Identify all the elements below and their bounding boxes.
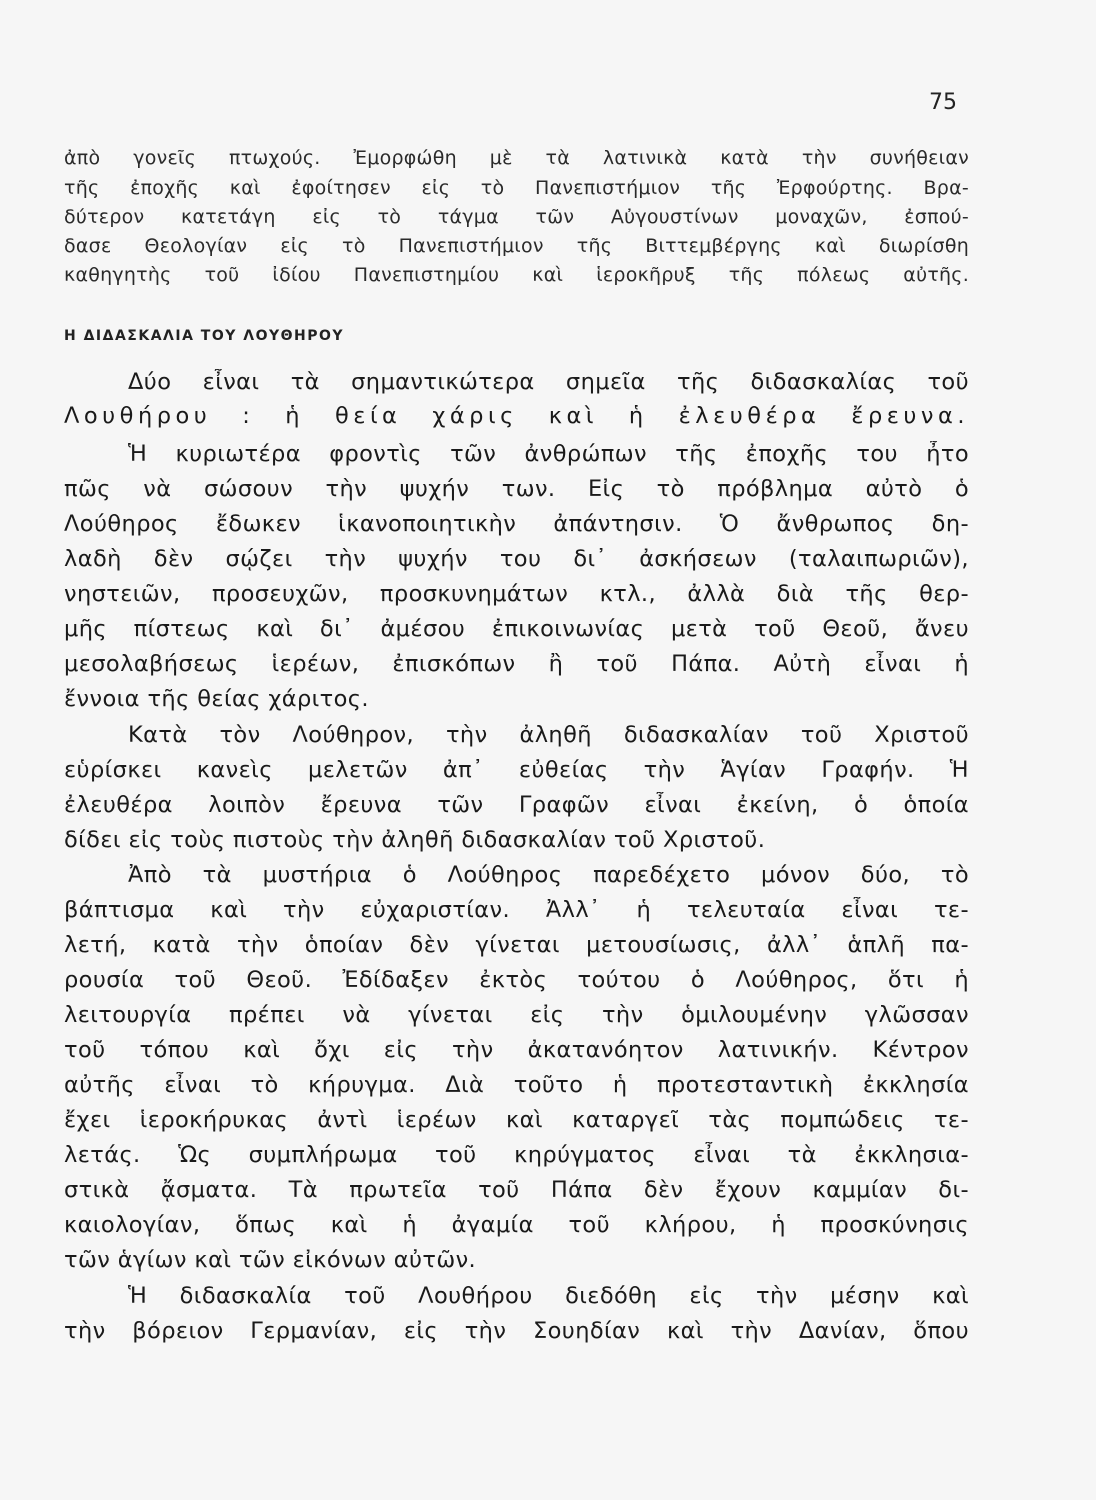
body-line: λετή, κατὰ τὴν ὁποίαν δὲν γίνεται μετουσίωσις, ἀλλ᾿ ἁπλῆ πα- bbox=[64, 932, 969, 958]
body-line: τῶν ἁγίων καὶ τῶν εἰκόνων αὐτῶν. bbox=[64, 1247, 477, 1273]
body-line: λετάς. Ὡς συμπλήρωμα τοῦ κηρύγματος εἶναι τὰ ἐκκλησια- bbox=[64, 1142, 969, 1168]
body-line: ἔννοια τῆς θείας χάριτος. bbox=[64, 686, 369, 712]
body-line: ἔχει ἱεροκήρυκας ἀντὶ ἱερέων καὶ καταργεῖ τὰς πομπώδεις τε- bbox=[64, 1107, 969, 1133]
body-line: Δύο εἶναι τὰ σημαντικώτερα σημεῖα τῆς διδασκαλίας τοῦ bbox=[128, 369, 969, 395]
intro-line: τῆς ἐποχῆς καὶ ἐφοίτησεν εἰς τὸ Πανεπιστήμιον τῆς Ἐρφούρτης. Βρα- bbox=[64, 177, 969, 199]
body-line: μῆς πίστεως καὶ δι᾿ ἀμέσου ἐπικοινωνίας μετὰ τοῦ Θεοῦ, ἄνευ bbox=[64, 616, 969, 642]
body-line: δίδει εἰς τοὺς πιστοὺς τὴν ἀληθῆ διδασκαλίαν τοῦ Χριστοῦ. bbox=[64, 827, 766, 853]
body-line: πῶς νὰ σώσουν τὴν ψυχήν των. Εἰς τὸ πρόβλημα αὐτὸ ὁ bbox=[64, 476, 969, 502]
intro-line: δύτερον κατετάγη εἰς τὸ τάγμα τῶν Αὐγουστίνων μοναχῶν, ἐσπού- bbox=[64, 206, 969, 228]
intro-line: δασε Θεολογίαν εἰς τὸ Πανεπιστήμιον τῆς Βιττεμβέργης καὶ διωρίσθη bbox=[64, 235, 969, 257]
body-line: Ἡ κυριωτέρα φροντὶς τῶν ἀνθρώπων τῆς ἐποχῆς του ἦτο bbox=[128, 441, 969, 467]
body-line: λειτουργία πρέπει νὰ γίνεται εἰς τὴν ὁμιλουμένην γλῶσσαν bbox=[64, 1002, 969, 1028]
intro-line: ἀπὸ γονεῖς πτωχούς. Ἐμορφώθη μὲ τὰ λατινικὰ κατὰ τὴν συνήθειαν bbox=[64, 147, 969, 169]
page-number: 75 bbox=[929, 90, 957, 115]
body-line: αὐτῆς εἶναι τὸ κήρυγμα. Διὰ τοῦτο ἡ προτεσταντικὴ ἐκκλησία bbox=[64, 1072, 969, 1098]
body-line: Ἀπὸ τὰ μυστήρια ὁ Λούθηρος παρεδέχετο μόνον δύο, τὸ bbox=[128, 862, 969, 888]
body-line: ἐλευθέρα λοιπὸν ἔρευνα τῶν Γραφῶν εἶναι ἐκείνη, ὁ ὁποία bbox=[64, 792, 969, 818]
body-line: ρουσία τοῦ Θεοῦ. Ἐδίδαξεν ἐκτὸς τούτου ὁ Λούθηρος, ὅτι ἡ bbox=[64, 967, 969, 993]
body-line: καιολογίαν, ὅπως καὶ ἡ ἀγαμία τοῦ κλήρου, ἡ προσκύνησις bbox=[64, 1212, 969, 1238]
body-line: βάπτισμα καὶ τὴν εὐχαριστίαν. Ἀλλ᾿ ἡ τελευταία εἶναι τε- bbox=[64, 897, 969, 923]
body-line: Λουθήρου : ἡ θεία χάρις καὶ ἡ ἐλευθέρα ἔρευνα. bbox=[64, 403, 969, 429]
intro-line: καθηγητὴς τοῦ ἰδίου Πανεπιστημίου καὶ ἱεροκῆρυξ τῆς πόλεως αὐτῆς. bbox=[64, 264, 969, 286]
body-line: στικὰ ᾄσματα. Τὰ πρωτεῖα τοῦ Πάπα δὲν ἔχουν καμμίαν δι- bbox=[64, 1177, 969, 1203]
body-line: εὑρίσκει κανεὶς μελετῶν ἀπ᾿ εὐθείας τὴν Ἁγίαν Γραφήν. Ἡ bbox=[64, 757, 969, 783]
body-line: μεσολαβήσεως ἱερέων, ἐπισκόπων ἢ τοῦ Πάπα. Αὐτὴ εἶναι ἡ bbox=[64, 651, 969, 677]
body-line: Ἡ διδασκαλία τοῦ Λουθήρου διεδόθη εἰς τὴν μέσην καὶ bbox=[128, 1283, 969, 1309]
body-line: τὴν βόρειον Γερμανίαν, εἰς τὴν Σουηδίαν καὶ τὴν Δανίαν, ὅπου bbox=[64, 1318, 969, 1344]
body-line: Κατὰ τὸν Λούθηρον, τὴν ἀληθῆ διδασκαλίαν τοῦ Χριστοῦ bbox=[128, 722, 969, 748]
body-line: λαδὴ δὲν σῴζει τὴν ψυχήν του δι᾿ ἀσκήσεων (ταλαιπωριῶν), bbox=[64, 546, 969, 572]
section-heading: Η ΔΙΔΑΣΚΑΛΙΑ ΤΟΥ ΛΟΥΘΗΡΟΥ bbox=[64, 328, 345, 344]
body-line: Λούθηρος ἔδωκεν ἱκανοποιητικὴν ἀπάντησιν. Ὁ ἄνθρωπος δη- bbox=[64, 511, 969, 537]
body-line: τοῦ τόπου καὶ ὄχι εἰς τὴν ἀκατανόητον λατινικήν. Κέντρον bbox=[64, 1037, 969, 1063]
body-line: νηστειῶν, προσευχῶν, προσκυνημάτων κτλ., ἀλλὰ διὰ τῆς θερ- bbox=[64, 581, 969, 607]
